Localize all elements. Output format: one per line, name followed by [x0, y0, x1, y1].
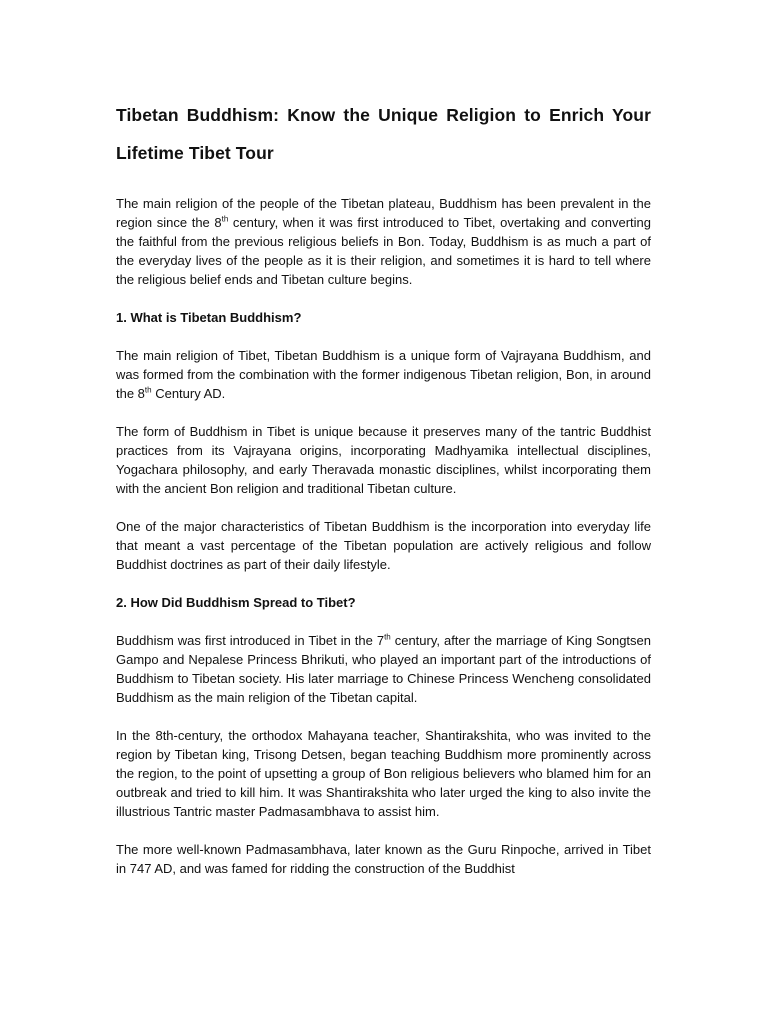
intro-superscript: th — [221, 214, 229, 224]
section-2-paragraph-1 — [116, 631, 651, 707]
intro-paragraph — [116, 194, 651, 289]
document-title: Tibetan Buddhism: Know the Unique Religion to Enrich Your Lifetime Tibet Tour — [116, 105, 651, 163]
section-2-p1-superscript: th — [384, 632, 391, 642]
section-1-p1-text-b: Century AD. — [151, 386, 226, 401]
section-2-paragraph-2: In the 8th-century, the orthodox Mahayana teacher, Shantirakshita, who was invited to the region by Tibetan king, Trisong Detsen, began teaching Buddhism more prominently across the region, to the point of upsetting a group of Bon religious believers who blamed him for an outbreak and tried to kill him. It was Shantirakshita who later urged the king to also invite the illustrious Tantric master Padmasambhava to assist him. — [116, 728, 651, 819]
section-2-heading: 2. How Did Buddhism Spread to Tibet? — [116, 595, 356, 610]
section-1-paragraph-1 — [116, 346, 651, 403]
intro-text-b: century, when it was first introduced to Tibet, overtaking and converting the faithful from the previous religious beliefs in Bon. Today, Buddhism is as much a part of the everyday lives of the people as it is their religion, and sometimes it is hard to tell where the religious belief ends and Tibetan culture begins. — [116, 215, 652, 287]
intro-text-a: The main religion of the people of the Tibetan plateau, Buddhism has been prevalent in the region since the 8 — [116, 196, 651, 230]
document-page — [116, 96, 651, 878]
section-1-heading: 1. What is Tibetan Buddhism? — [116, 310, 302, 325]
section-2-paragraph-3: The more well-known Padmasambhava, later known as the Guru Rinpoche, arrived in Tibet in 747 AD, and was famed for ridding the construction of the Buddhist — [116, 842, 651, 876]
section-2-p1-text-b: century, after the marriage of King Songtsen Gampo and Nepalese Princess Bhrikuti, who played an important part of the introductions of Buddhism to Tibetan society. His later marriage to Chinese Princess Wencheng consolidated Buddhism as the main religion of the Tibetan capital. — [116, 633, 651, 705]
section-1-p1-text-a: The main religion of Tibet, Tibetan Buddhism is a unique form of Vajrayana Buddhism, and was formed from the combination with the former indigenous Tibetan religion, Bon, in around the 8 — [116, 348, 651, 401]
section-1-p1-superscript: th — [144, 385, 152, 395]
section-1-paragraph-3: One of the major characteristics of Tibetan Buddhism is the incorporation into everyday life that meant a vast percentage of the Tibetan population are actively religious and follow Buddhist doctrines as part of their daily lifestyle. — [116, 519, 651, 572]
section-2-p1-text-a: Buddhism was first introduced in Tibet in the 7 — [116, 633, 385, 648]
section-1-paragraph-2: The form of Buddhism in Tibet is unique because it preserves many of the tantric Buddhist practices from its Vajrayana origins, incorporating Madhyamika intellectual disciplines, Yogachara philosophy, and early Theravada monastic disciplines, whilst incorporating them with the ancient Bon religion and traditional Tibetan culture. — [116, 424, 651, 496]
